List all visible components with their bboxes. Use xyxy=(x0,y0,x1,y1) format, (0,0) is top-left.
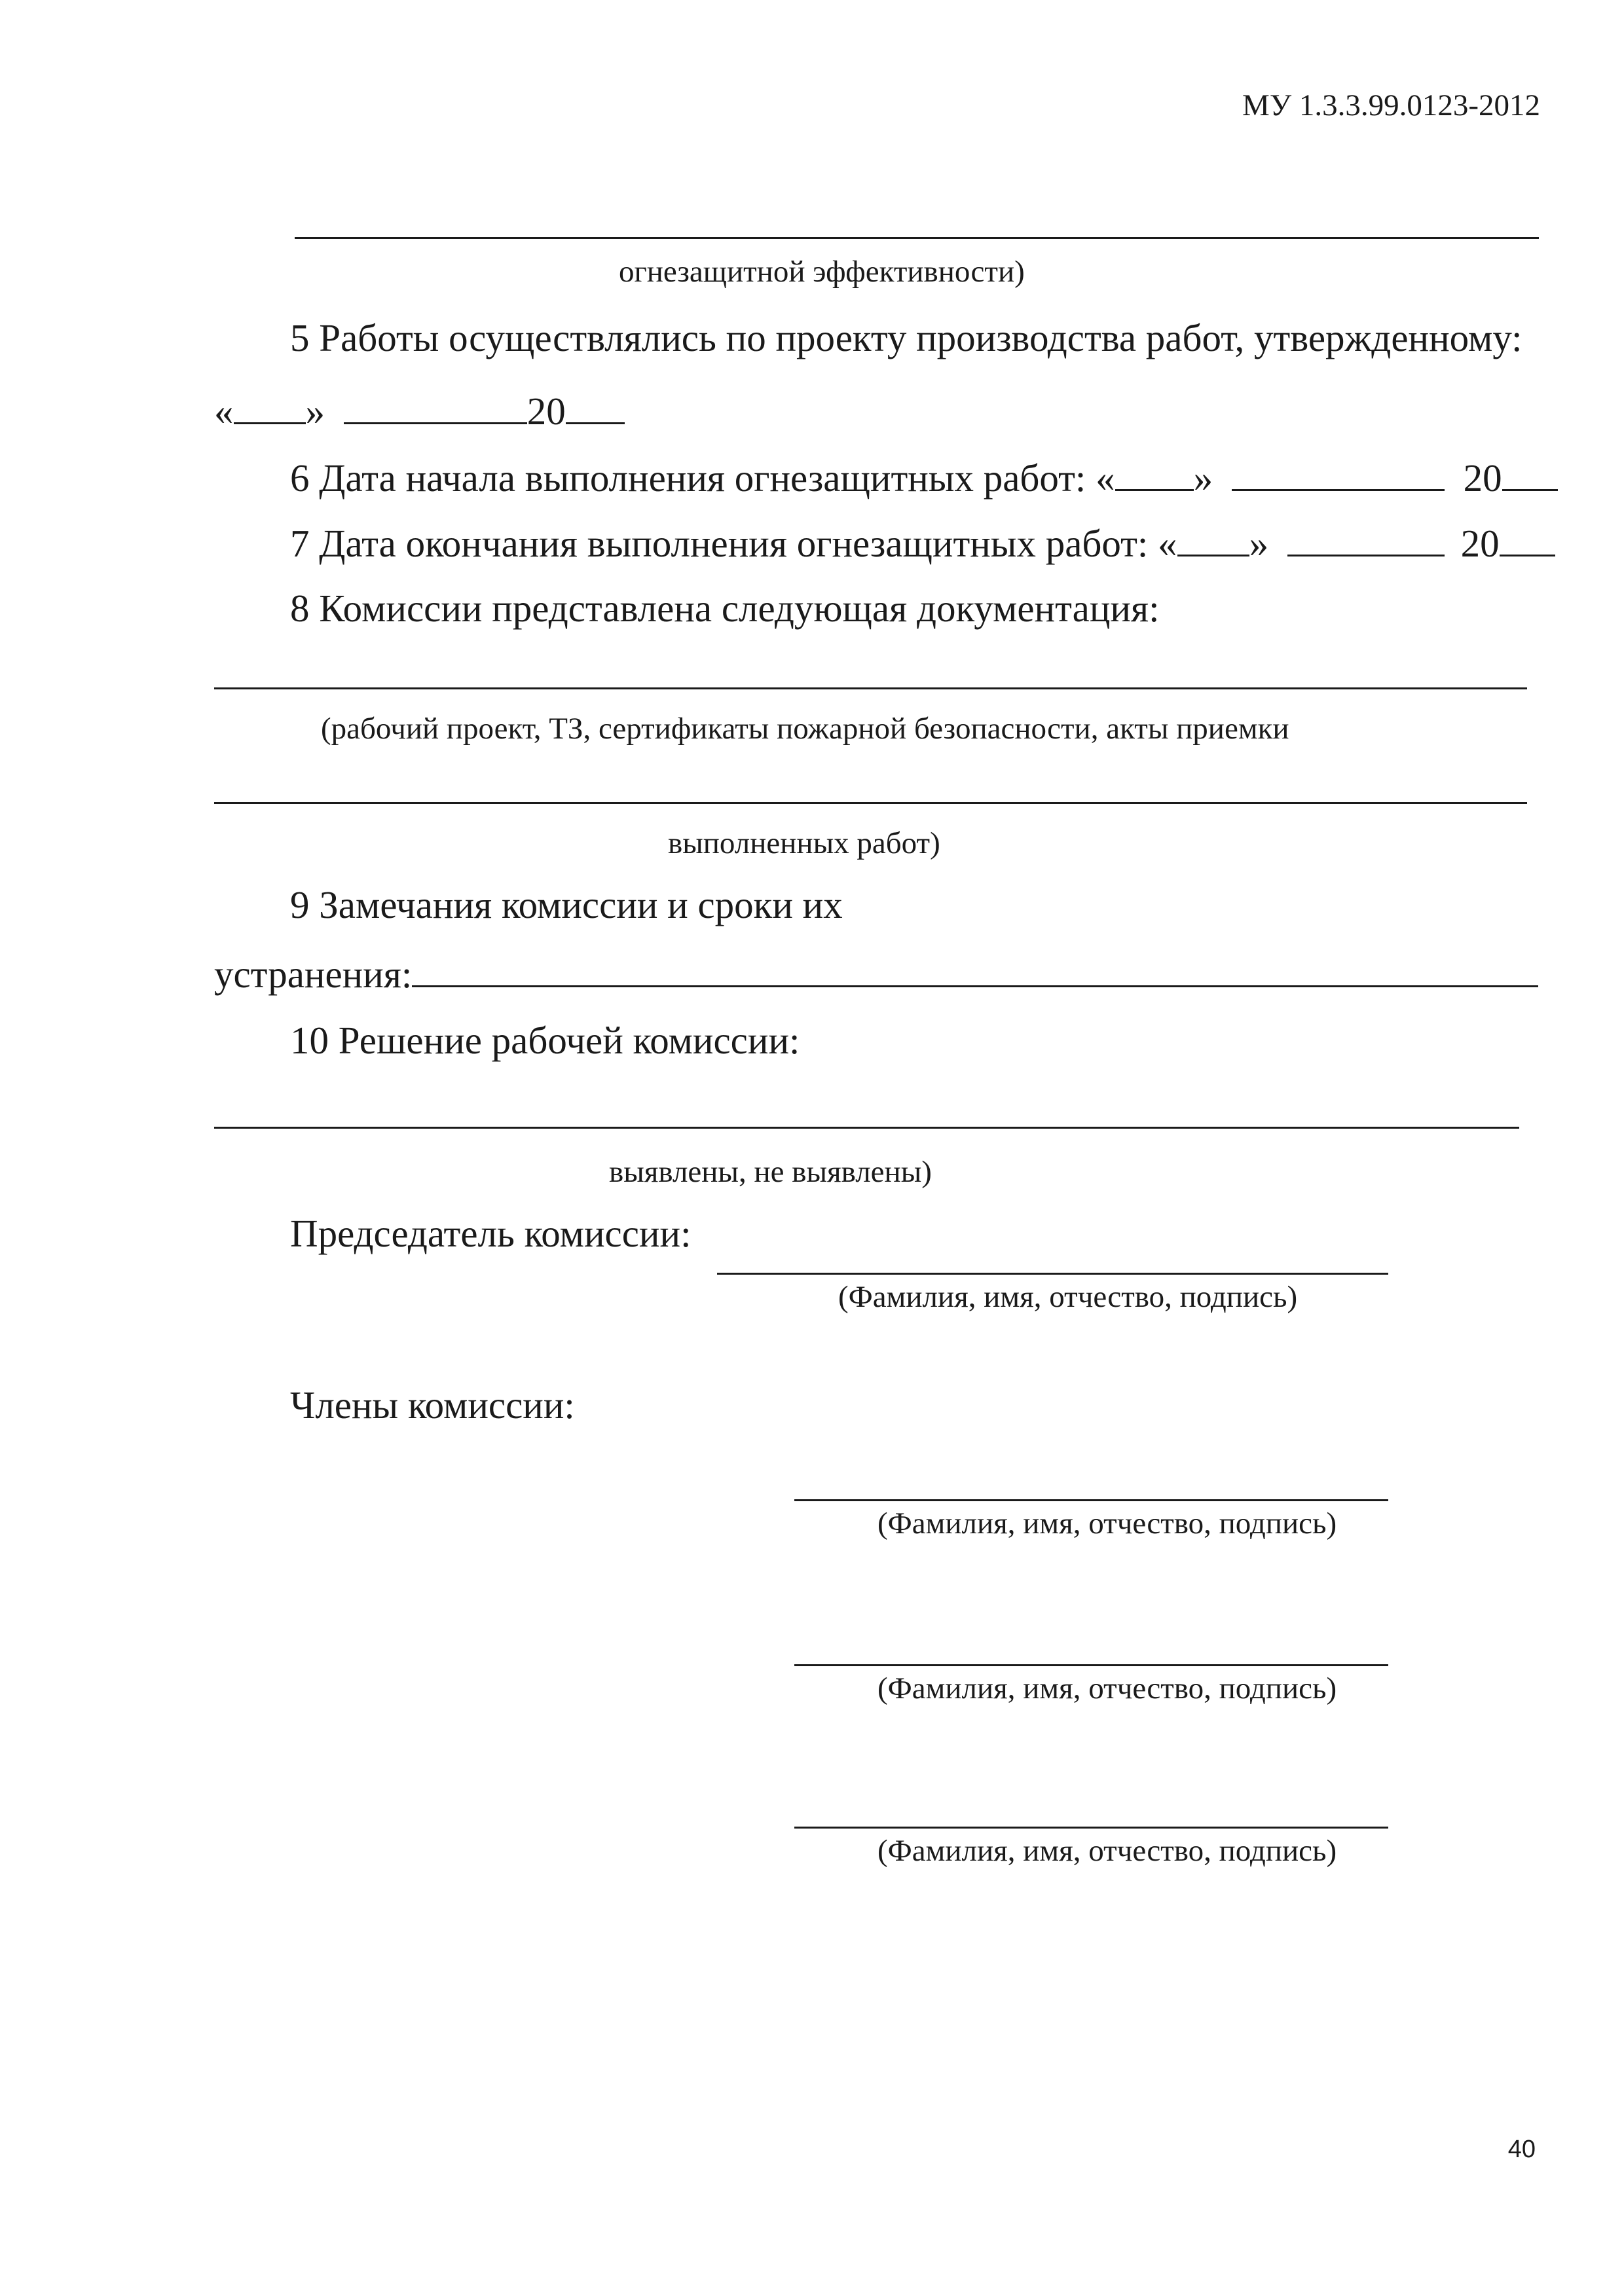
year-prefix: 20 xyxy=(1463,456,1502,500)
documentation-line-1[interactable] xyxy=(214,687,1527,689)
decision-line[interactable] xyxy=(214,1127,1519,1129)
chairman-caption: (Фамилия, имя, отчество, подпись) xyxy=(838,1280,1298,1314)
quote-close: » xyxy=(1249,522,1269,565)
member-signature-line-3[interactable] xyxy=(794,1827,1388,1829)
member-caption-2: (Фамилия, имя, отчество, подпись) xyxy=(877,1671,1337,1705)
chairman-label: Председатель комиссии: xyxy=(290,1212,692,1255)
member-caption-3: (Фамилия, имя, отчество, подпись) xyxy=(877,1834,1337,1868)
members-label: Члены комиссии: xyxy=(290,1383,575,1427)
page-number: 40 xyxy=(1507,2136,1536,2163)
quote-close: » xyxy=(305,390,325,433)
month-field[interactable] xyxy=(1287,522,1445,556)
documentation-caption-2: выполненных работ) xyxy=(668,826,940,860)
day-field[interactable] xyxy=(234,390,306,424)
year-field[interactable] xyxy=(566,390,625,424)
item-9-label: устранения: xyxy=(214,953,413,996)
item-6-row xyxy=(290,456,1558,498)
member-caption-1: (Фамилия, имя, отчество, подпись) xyxy=(877,1506,1337,1540)
member-signature-line-2[interactable] xyxy=(794,1664,1388,1666)
item-5-date-row xyxy=(214,390,625,431)
field-line xyxy=(295,237,1539,239)
quote-open: « xyxy=(214,390,234,433)
item-7-row xyxy=(290,522,1555,563)
documentation-line-2[interactable] xyxy=(214,802,1527,804)
document-code: МУ 1.3.3.99.0123-2012 xyxy=(1242,88,1540,122)
quote-close: » xyxy=(1193,456,1213,500)
caption-fire-efficiency: огнезащитной эффективности) xyxy=(619,255,1025,289)
item-9-row xyxy=(214,953,1538,994)
year-prefix: 20 xyxy=(526,390,566,433)
day-field[interactable] xyxy=(1115,456,1194,491)
decision-caption: выявлены, не выявлены) xyxy=(609,1155,932,1189)
member-signature-line-1[interactable] xyxy=(794,1499,1388,1501)
remarks-field[interactable] xyxy=(412,953,1538,987)
day-field[interactable] xyxy=(1177,522,1249,556)
chairman-signature-line[interactable] xyxy=(717,1273,1388,1275)
documentation-caption-1: (рабочий проект, ТЗ, сертификаты пожарной безопасности, акты приемки xyxy=(321,712,1289,746)
item-5-text: 5 Работы осуществлялись по проекту производства работ, утвержденному: xyxy=(290,316,1522,359)
item-7-text: 7 Дата окончания выполнения огнезащитных работ: « xyxy=(290,522,1177,565)
year-field[interactable] xyxy=(1500,522,1555,556)
item-6-text: 6 Дата начала выполнения огнезащитных работ: « xyxy=(290,456,1115,500)
year-field[interactable] xyxy=(1502,456,1558,491)
month-field[interactable] xyxy=(1232,456,1445,491)
year-prefix: 20 xyxy=(1460,522,1500,565)
item-10-text: 10 Решение рабочей комиссии: xyxy=(290,1019,800,1062)
item-8-text: 8 Комиссии представлена следующая документация: xyxy=(290,587,1160,630)
month-field[interactable] xyxy=(344,390,527,424)
item-9-text: 9 Замечания комиссии и сроки их xyxy=(290,883,843,926)
